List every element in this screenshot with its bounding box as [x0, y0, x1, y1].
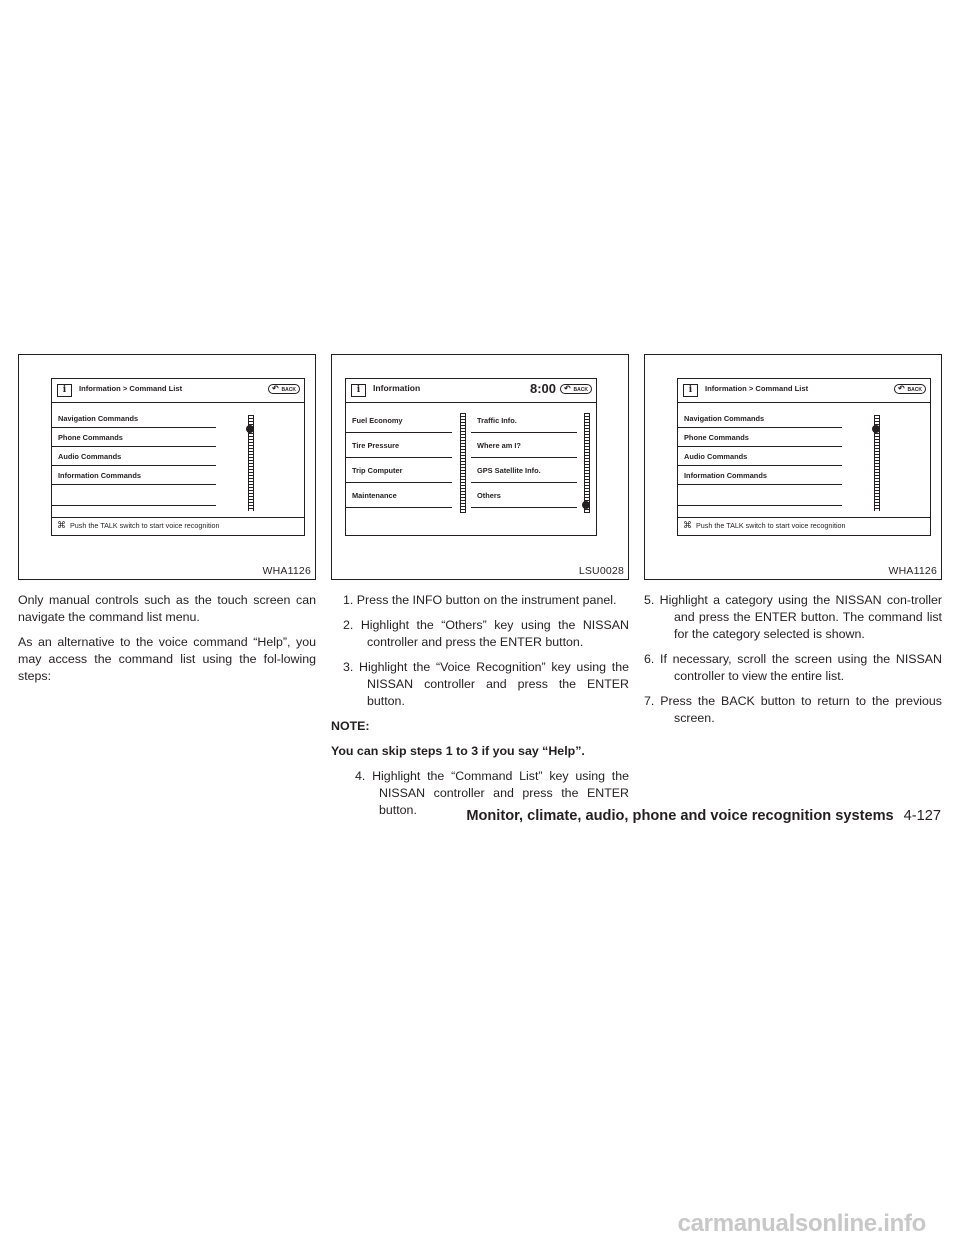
- page-footer: [466, 808, 941, 824]
- voice-hint-text: Push the TALK switch to start voice recognition: [70, 521, 220, 530]
- menu-item-empty: [678, 485, 842, 506]
- screen-information: [345, 378, 597, 536]
- menu-item-audio-commands: Audio Commands: [678, 447, 842, 466]
- paragraph-alternative: As an alternative to the voice command “Help”, you may access the command list using the fol-lowing steps:: [18, 635, 316, 683]
- screen-title: Information > Command List: [705, 384, 809, 393]
- menu-item-gps-satellite-info: GPS Satellite Info.: [471, 459, 577, 483]
- back-arrow-icon: ↶: [898, 384, 905, 393]
- back-arrow-icon: ↶: [272, 384, 279, 393]
- microphone-icon: ⌘: [57, 520, 66, 530]
- paragraph-manual-controls: Only manual controls such as the touch screen can navigate the command list menu.: [18, 593, 316, 624]
- screen-header: [678, 379, 930, 403]
- scrollbar: [248, 415, 254, 511]
- menu-item-fuel-economy: Fuel Economy: [346, 409, 452, 433]
- step-7: 7. Press the BACK button to return to the previous screen.: [644, 694, 942, 725]
- back-label: BACK: [907, 387, 922, 393]
- text-column-1: [18, 592, 316, 693]
- menu-item-phone-commands: Phone Commands: [678, 428, 842, 447]
- back-button: [894, 384, 926, 394]
- menu-item-navigation-commands: Navigation Commands: [678, 409, 842, 428]
- figure-information-menu: [331, 354, 629, 580]
- text-column-2: [331, 592, 629, 827]
- menu-item-information-commands: Information Commands: [678, 466, 842, 485]
- step-5: 5. Highlight a category using the NISSAN con-troller and press the ENTER button. The command list for the category selected is shown.: [644, 593, 942, 641]
- step-2: 2. Highlight the “Others” key using the NISSAN controller and press the ENTER button.: [343, 618, 629, 649]
- step-3: 3. Highlight the “Voice Recognition” key using the NISSAN controller and press the ENTER button.: [343, 660, 629, 708]
- microphone-icon: ⌘: [683, 520, 692, 530]
- clock: 8:00: [529, 381, 556, 396]
- back-label: BACK: [573, 387, 588, 393]
- info-icon: i: [57, 384, 72, 397]
- step-4: 4. Highlight the “Command List” key using the NISSAN controller and press the ENTER button.: [355, 769, 629, 817]
- menu-item-trip-computer: Trip Computer: [346, 459, 452, 483]
- watermark: carmanualsonline.info: [677, 1210, 926, 1237]
- back-button: [268, 384, 300, 394]
- menu-item-audio-commands: Audio Commands: [52, 447, 216, 466]
- section-title: Monitor, climate, audio, phone and voice recognition systems: [466, 808, 894, 824]
- figure-code: WHA1126: [262, 565, 311, 577]
- voice-hint-text: Push the TALK switch to start voice recognition: [696, 521, 846, 530]
- screen-header: [52, 379, 304, 403]
- menu-item-tire-pressure: Tire Pressure: [346, 434, 452, 458]
- menu-item-maintenance: Maintenance: [346, 484, 452, 508]
- step-1: 1. Press the INFO button on the instrument panel.: [343, 593, 617, 607]
- figure-code: LSU0028: [578, 565, 624, 577]
- back-button: [560, 384, 592, 394]
- note-body: You can skip steps 1 to 3 if you say “Help”.: [331, 744, 585, 758]
- step-6: 6. If necessary, scroll the screen using the NISSAN controller to view the entire list.: [644, 652, 942, 683]
- screen-title: Information > Command List: [79, 384, 183, 393]
- menu-item-traffic-info: Traffic Info.: [471, 409, 577, 433]
- back-label: BACK: [281, 387, 296, 393]
- page-number: 4-127: [903, 808, 941, 824]
- scrollbar-knob: [582, 501, 590, 509]
- info-icon: i: [683, 384, 698, 397]
- scrollbar: [874, 415, 880, 511]
- info-icon: i: [351, 384, 366, 397]
- menu-item-navigation-commands: Navigation Commands: [52, 409, 216, 428]
- screen-title: Information: [373, 383, 421, 393]
- voice-hint-bar: [52, 517, 304, 535]
- screen-command-list: [51, 378, 305, 536]
- back-arrow-icon: ↶: [564, 384, 571, 393]
- menu-item-empty: [52, 485, 216, 506]
- text-column-3: [644, 592, 942, 735]
- figure-command-list-1: [18, 354, 316, 580]
- figure-command-list-2: [644, 354, 942, 580]
- menu-item-where-am-i: Where am I?: [471, 434, 577, 458]
- figure-code: WHA1126: [888, 565, 937, 577]
- voice-hint-bar: [678, 517, 930, 535]
- note-heading: NOTE:: [331, 719, 370, 733]
- scrollbar-left: [460, 413, 466, 513]
- scrollbar-right: [584, 413, 590, 513]
- menu-item-phone-commands: Phone Commands: [52, 428, 216, 447]
- menu-item-information-commands: Information Commands: [52, 466, 216, 485]
- screen-header: [346, 379, 596, 403]
- scrollbar-knob: [246, 425, 254, 433]
- screen-command-list: [677, 378, 931, 536]
- menu-item-others: Others: [471, 484, 577, 508]
- scrollbar-knob: [872, 425, 880, 433]
